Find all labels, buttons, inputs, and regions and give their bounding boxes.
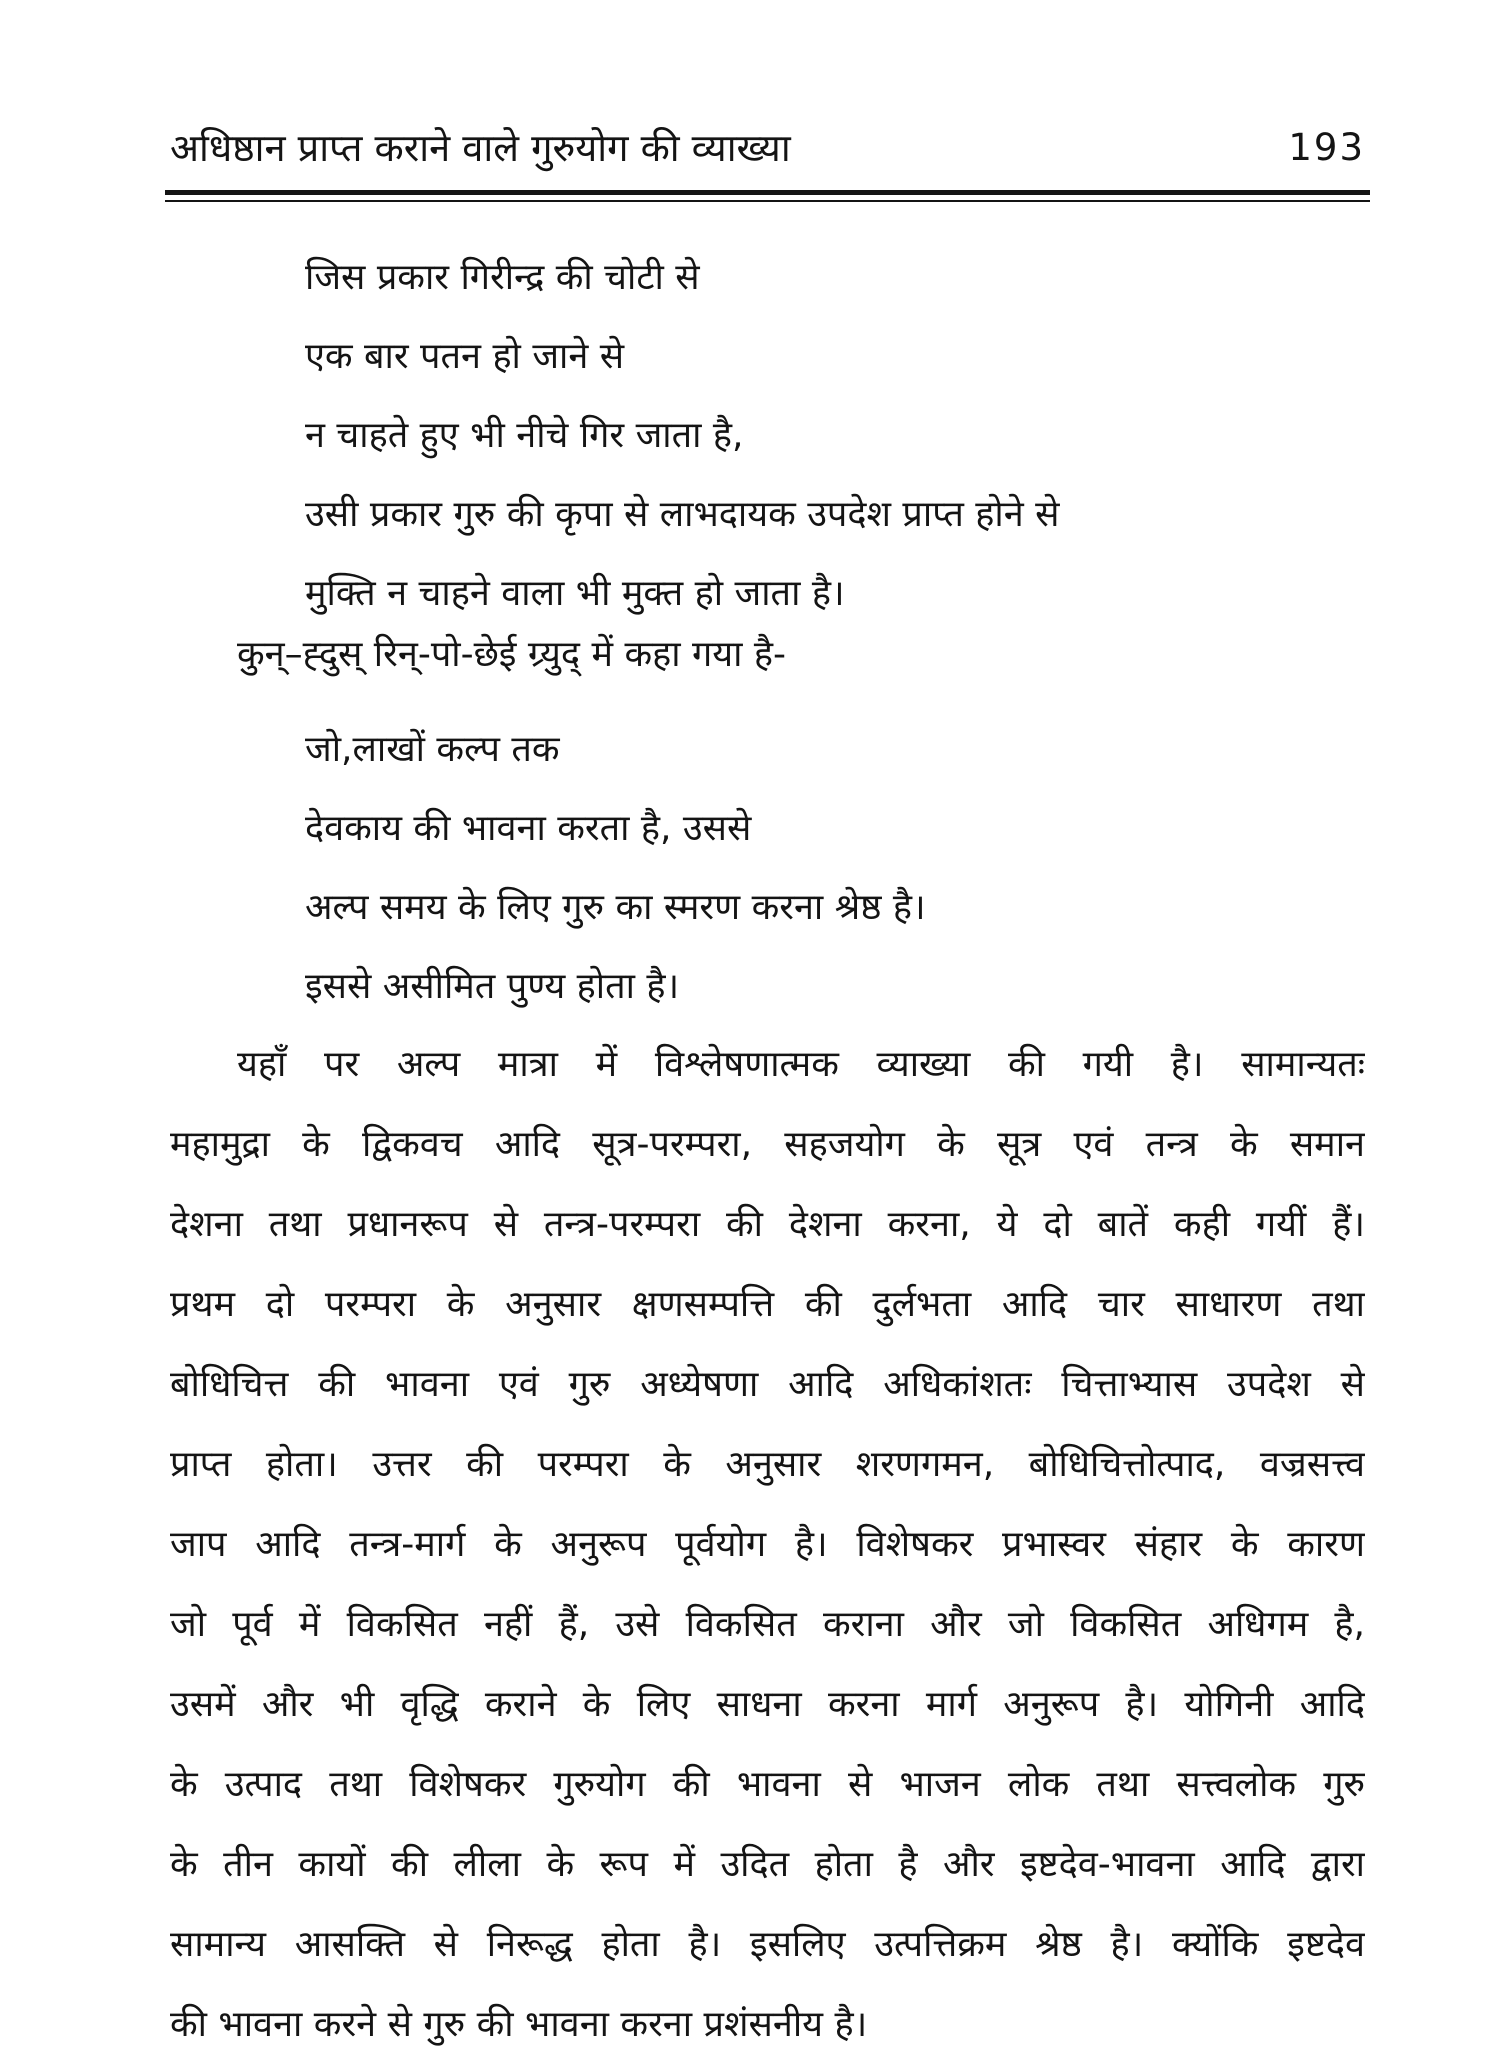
verse-line: न चाहते हुए भी नीचे गिर जाता है, (305, 415, 744, 456)
paragraph-line: के उत्पाद तथा विशेषकर गुरुयोग की भावना से भाजन लोक तथा सत्त्वलोक गुरु (170, 1764, 1365, 1805)
verse-block-1 (305, 238, 1059, 633)
paragraph-line: बोधिचित्त की भावना एवं गुरु अध्येषणा आदि अधिकांशतः चित्ताभ्यास उपदेश से (170, 1364, 1365, 1405)
paragraph-line: जो पूर्व में विकसित नहीं हैं, उसे विकसित कराना और जो विकसित अधिगम है, (170, 1604, 1365, 1645)
verse-line: जो,लाखों कल्प तक (305, 729, 560, 770)
body-paragraph (170, 1025, 1365, 2065)
running-header (170, 118, 1365, 178)
paragraph-line: उसमें और भी वृद्धि कराने के लिए साधना करना मार्ग अनुरूप है। योगिनी आदि (170, 1684, 1365, 1725)
verse-block-2 (305, 710, 926, 1026)
paragraph-line: प्रथम दो परम्परा के अनुसार क्षणसम्पत्ति की दुर्लभता आदि चार साधारण तथा (170, 1284, 1365, 1325)
verse-line: मुक्ति न चाहने वाला भी मुक्त हो जाता है। (305, 573, 845, 614)
verse-line: इससे असीमित पुण्य होता है। (305, 966, 680, 1007)
page-number: 193 (1288, 126, 1365, 169)
paragraph-line: देशना तथा प्रधानरूप से तन्त्र-परम्परा की देशना करना, ये दो बातें कही गयीं हैं। (170, 1204, 1365, 1245)
header-rule-thick (165, 190, 1370, 195)
paragraph-line: महामुद्रा के द्विकवच आदि सूत्र-परम्परा, सहजयोग के सूत्र एवं तन्त्र के समान (170, 1124, 1365, 1165)
paragraph-line: प्राप्त होता। उत्तर की परम्परा के अनुसार शरणगमन, बोधिचित्तोत्पाद, वज्रसत्त्व (170, 1444, 1365, 1485)
verse-line: एक बार पतन हो जाने से (305, 336, 625, 377)
paragraph-line: सामान्य आसक्ति से निरूद्ध होता है। इसलिए उत्पत्तिक्रम श्रेष्ठ है। क्योंकि इष्टदेव (170, 1924, 1365, 1965)
verse-line: देवकाय की भावना करता है, उससे (305, 808, 752, 849)
chapter-title: अधिष्ठान प्राप्त कराने वाले गुरुयोग की व्याख्या (170, 126, 791, 170)
paragraph-line: के तीन कायों की लीला के रूप में उदित होता है और इष्टदेव-भावना आदि द्वारा (170, 1844, 1365, 1885)
verse-line: उसी प्रकार गुरु की कृपा से लाभदायक उपदेश प्राप्त होने से (305, 494, 1060, 535)
verse-line: अल्प समय के लिए गुरु का स्मरण करना श्रेष्ठ है। (305, 887, 926, 928)
paragraph-line: यहाँ पर अल्प मात्रा में विश्लेषणात्मक व्याख्या की गयी है। सामान्यतः (237, 1044, 1365, 1085)
paragraph-line: की भावना करने से गुरु की भावना करना प्रशंसनीय है। (170, 2004, 868, 2045)
paragraph-line: जाप आदि तन्त्र-मार्ग के अनुरूप पूर्वयोग है। विशेषकर प्रभास्वर संहार के कारण (170, 1524, 1365, 1565)
verse-line: जिस प्रकार गिरीन्द्र की चोटी से (305, 257, 700, 298)
header-rule-thin (165, 200, 1370, 202)
quotation-intro: कुन्–ह्दुस् रिन्-पो-छेई ग्र्युद् में कहा गया है- (237, 634, 786, 675)
